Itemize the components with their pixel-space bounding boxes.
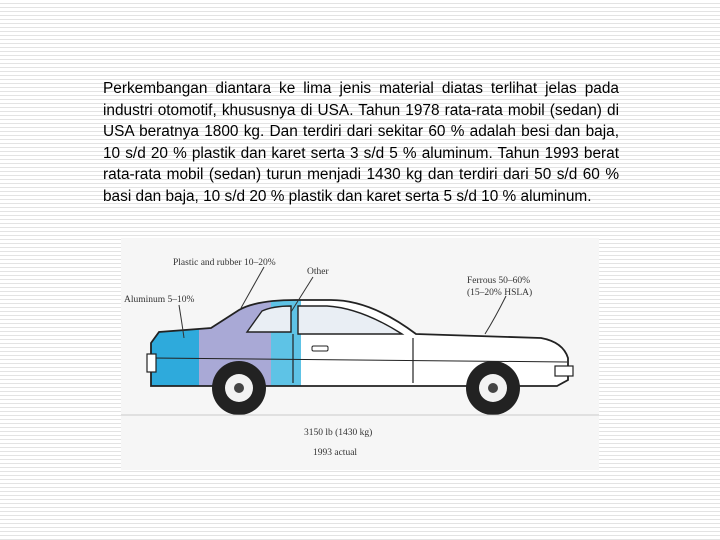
car-material-figure [121, 238, 599, 470]
slide-paragraph: Perkembangan diantara ke lima jenis material diatas terlihat jelas pada industri otomotif, khususnya di USA. Tahun 1978 rata-rata mobil (sedan) di USA beratnya 1800 kg. Dan terdiri dari sekitar 60 % adalah besi dan baja, 10 s/d 20 % plastik dan karet serta 3 s/d 5 % aluminum. Tahun 1993 berat rata-rata mobil (sedan) turun menjadi 1430 kg dan terdiri dari 50 s/d 60 % basi dan baja, 10 s/d 20 % plastik dan karet serta 5 s/d 10 % aluminum. [103, 80, 619, 205]
label-weight: 3150 lb (1430 kg) [304, 428, 373, 438]
rear-wheel [466, 361, 520, 415]
label-ferrous-hsla: (15–20% HSLA) [467, 288, 533, 298]
other-zone [271, 278, 301, 398]
rear-bumper [555, 366, 573, 376]
label-other: Other [307, 267, 329, 277]
label-ferrous: Ferrous 50–60% [467, 276, 531, 286]
car-diagram [121, 238, 599, 470]
front-wheel [212, 361, 266, 415]
door-handle [312, 346, 328, 351]
label-plastic: Plastic and rubber 10–20% [173, 258, 276, 268]
ferrous-leader [485, 296, 506, 334]
front-bumper [147, 354, 156, 372]
label-aluminum: Aluminum 5–10% [124, 295, 195, 305]
figure-caption: 1993 actual [313, 448, 358, 458]
